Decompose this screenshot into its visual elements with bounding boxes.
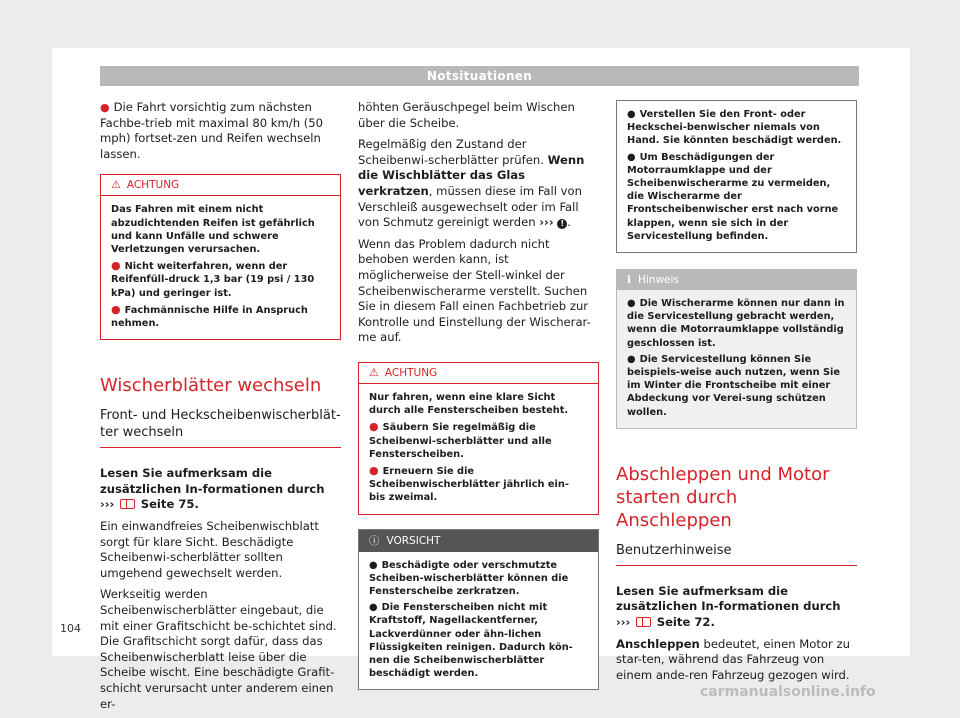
read-note: Lesen Sie aufmerksam die zusätzlichen In-formationen durch ››› Seite 75.	[100, 466, 325, 512]
page-number: 104	[60, 622, 81, 635]
paragraph: Wenn das Problem dadurch nicht behoben werden kann, ist möglicherweise der Stell-winkel der Scheibenwischerarme verstellt. Suchen Sie in diesem Fall einen Fachbetrieb zur Kontrolle und Einstellung der Wischerar-me auf.	[358, 236, 591, 345]
page-link[interactable]: Seite 72.	[656, 615, 715, 630]
warning-body	[359, 384, 598, 514]
paragraph: Werkseitig werden Scheibenwischerblätter eingebaut, die mit einer Grafitschicht be-schichtet sind. Die Grafitschicht sorgt dafür, dass das Scheibenwischerblatt leise über die Scheibe wischt. Eine beschädigte Grafit-schicht verursacht unter anderem einen er-	[100, 587, 337, 711]
bullet-icon: ●	[111, 259, 121, 273]
bullet-icon: ●	[100, 101, 110, 114]
paragraph: Regelmäßig den Zustand der Scheibenwi-scherblätter prüfen. Wenn die Wischblätter das Glas verkratzen, müssen diese im Fall von Verschleiß ausgewechselt oder im Fall von Schmutz gereinigt werden ››› ! .	[358, 137, 585, 230]
intro-bullet: ● Die Fahrt vorsichtig zum nächsten Fachbe-trieb mit maximal 80 km/h (50 mph) fortset-zen und Reifen wechseln lassen.	[100, 100, 324, 161]
bullet-icon: ●	[369, 602, 378, 614]
section-title-wiper: Wischerblätter wechseln	[100, 375, 322, 397]
caution-body	[617, 101, 856, 252]
bullet-icon: ●	[111, 302, 121, 316]
paragraph: höhten Geräuschpegel beim Wischen über die Scheibe.	[358, 100, 575, 130]
caution-box-continued	[616, 100, 857, 253]
hint-body	[617, 290, 856, 428]
warning-item: ● Erneuern Sie die Scheibenwischerblätter jährlich ein- bis zweimal.	[369, 463, 569, 504]
warning-header: ⚠ ACHTUNG	[359, 363, 598, 384]
caution-box	[358, 529, 599, 691]
warning-lead: Nur fahren, wenn eine klare Sicht durch alle Fensterscheiben besteht.	[369, 391, 569, 417]
book-icon	[636, 617, 651, 627]
caution-body	[359, 552, 598, 690]
column-1	[100, 100, 341, 718]
warning-item: ● Nicht weiterfahren, wenn der Reifenfüll-druck 1,3 bar (19 psi / 130 kPa) und geringer ist.	[111, 259, 315, 299]
warning-triangle-icon: ⚠	[369, 365, 379, 379]
paragraph: Ein einwandfreies Scheibenwischblatt sorgt für klare Sicht. Beschädigte Scheibenwi-scherblätter sollten umgehend gewechselt werden.	[100, 518, 319, 580]
warning-item: ● Fachmännische Hilfe in Anspruch nehmen.	[111, 302, 308, 329]
caution-header: ⓘ VORSICHT	[359, 530, 598, 552]
arrow-ref: ›››	[616, 615, 631, 630]
warning-header: ⚠ ACHTUNG	[101, 175, 340, 196]
watermark: carmanualsonline.info	[700, 684, 876, 700]
caution-item: ● Beschädigte oder verschmutzte Scheiben-wischerblätter können die Fensterscheibe zerkratzen.	[369, 559, 569, 597]
book-icon	[120, 499, 135, 509]
bullet-icon: ●	[369, 420, 379, 434]
read-note: Lesen Sie aufmerksam die zusätzlichen In-formationen durch ››› Seite 72.	[616, 583, 841, 630]
warning-lead: Das Fahren mit einem nicht abzudichtenden Reifen ist gefährlich und kann Unfälle und schwere Verletzungen verursachen.	[111, 204, 315, 255]
hint-item: ● Die Servicestellung können Sie beispiels-weise auch nutzen, wenn Sie im Winter die Frontscheibe mit einer Abdeckung vor Verei-sung schützen wollen.	[627, 353, 841, 418]
column-2	[358, 100, 599, 690]
arrow-ref: ›››	[100, 497, 115, 512]
section-sub-wiper: Front- und Heckscheibenwischerblät-ter wechseln	[100, 407, 341, 448]
caution-item: ● Die Fensterscheiben nicht mit Kraftstoff, Nagellackentferner, Lackverdünner oder ähn-lichen Flüssigkeiten reinigen. Dadurch kön-nen die Scheibenwischerblätter beschädigt werden.	[369, 602, 573, 680]
bullet-icon: ●	[627, 298, 636, 310]
caution-item: ● Um Beschädigungen der Motorraumklappe und der Scheibenwischerarme zu vermeiden, die Wischerarme der Frontscheibenwischer erst nach vorne klappen, wenn sie sich in der Servicestellung befinden.	[627, 151, 839, 242]
hint-item: ● Die Wischerarme können nur dann in die Servicestellung gebracht werden, wenn die Motorraumklappe vollständig geschlossen ist.	[627, 298, 845, 349]
warning-box-1	[100, 174, 341, 340]
warning-item: ● Säubern Sie regelmäßig die Scheibenwi-scherblätter und alle Fensterscheiben.	[369, 420, 552, 460]
section-title-towing: Abschleppen und Motor starten durch Anschleppen	[616, 463, 830, 531]
warning-triangle-icon: ⚠	[111, 178, 121, 192]
caution-circle-icon: ⓘ	[369, 534, 380, 547]
bullet-icon: ●	[369, 559, 378, 571]
paragraph: Anschleppen bedeutet, einen Motor zu star-ten, während das Fahrzeug von einem ande-ren Fahrzeug gezogen wird.	[616, 636, 850, 682]
bullet-icon: ●	[627, 109, 636, 120]
hint-header: ℹ Hinweis	[617, 270, 856, 290]
bullet-icon: ●	[627, 353, 636, 365]
alert-icon: !	[557, 219, 567, 229]
header-title: Notsituationen	[426, 69, 533, 83]
caution-item: ● Verstellen Sie den Front- oder Heckschei-benwischer niemals von Hand. Sie könnten beschädigt werden.	[627, 109, 842, 147]
info-icon: ℹ	[627, 274, 631, 287]
warning-box-2	[358, 362, 599, 515]
section-sub-towing: Benutzerhinweise	[616, 542, 857, 566]
warning-body	[101, 196, 340, 339]
page-link[interactable]: Seite 75.	[140, 497, 199, 512]
column-3	[616, 100, 857, 689]
bullet-icon: ●	[369, 463, 379, 477]
bullet-icon: ●	[627, 151, 636, 163]
arrow-ref: ›››	[539, 215, 554, 230]
hint-box	[616, 269, 857, 429]
